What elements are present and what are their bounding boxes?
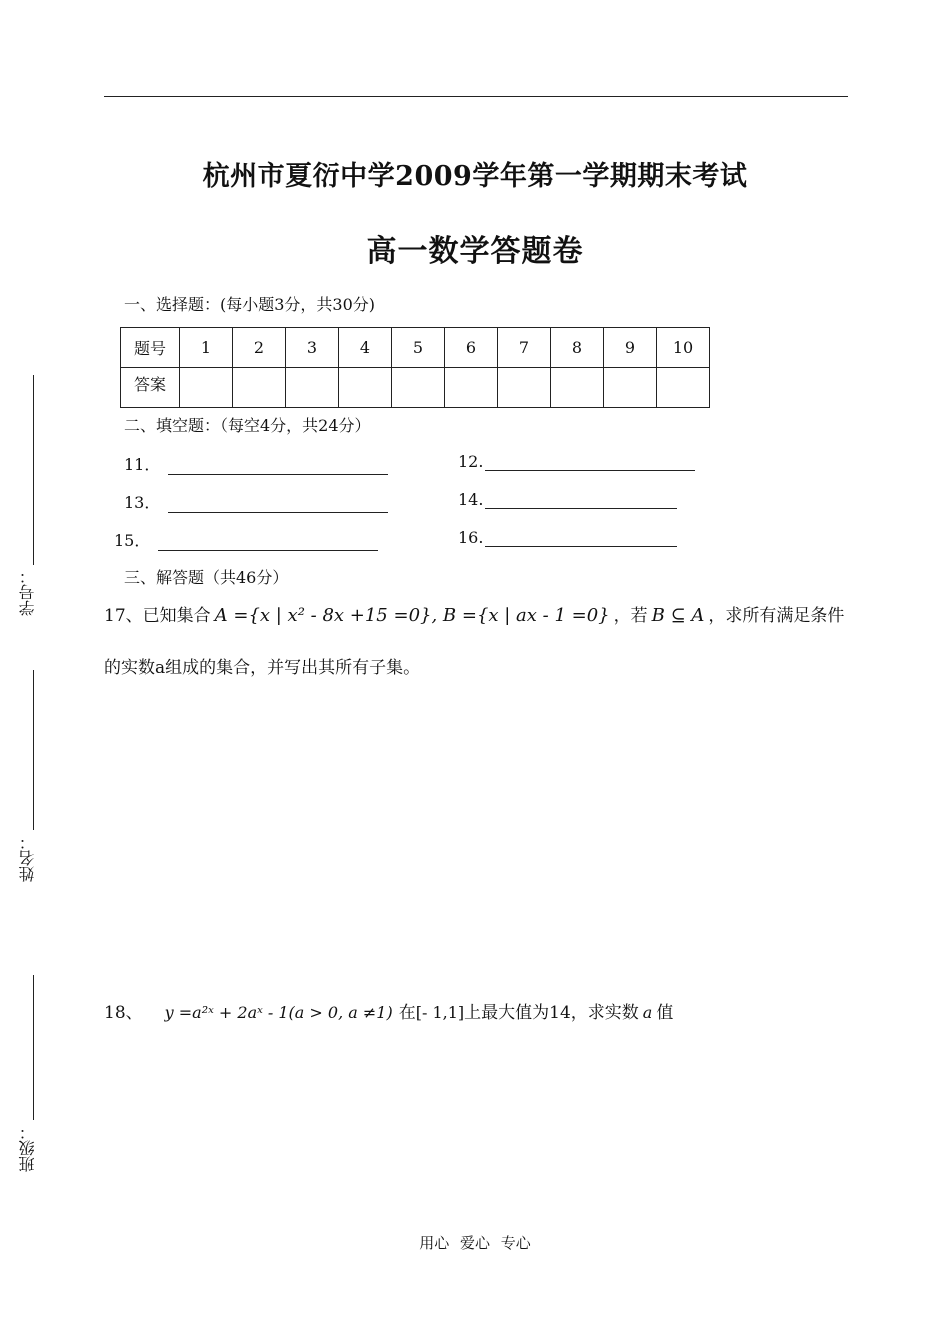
blank-number: 16.: [458, 528, 484, 547]
answer-cell[interactable]: [339, 368, 392, 408]
blank-number: 11．: [124, 455, 161, 474]
name-label: 姓名：: [18, 834, 37, 882]
q17-set-definition: A ={x | x² - 8x +15 =0}, B ={x | ax - 1 =0}: [214, 605, 610, 626]
blank-11: [124, 452, 388, 475]
blank-number: 12.: [458, 452, 484, 471]
answer-cell[interactable]: [233, 368, 286, 408]
row-header-answer: 答案: [121, 368, 180, 408]
class-label: 班级：: [18, 1124, 37, 1172]
q18-variable: a: [642, 1003, 653, 1022]
exam-title: 杭州市夏衍中学2009学年第一学期期末考试: [202, 161, 748, 192]
answer-cell[interactable]: [551, 368, 604, 408]
answer-cell[interactable]: [392, 368, 445, 408]
top-rule: [104, 96, 848, 97]
q18-interval: [- 1,1]: [415, 1003, 465, 1022]
q17-suffix: ，求所有满足条件: [708, 606, 845, 626]
page-footer: 用心 爱心 专心: [419, 1234, 531, 1252]
blank-number: 14.: [458, 490, 484, 509]
answer-blank-line[interactable]: [168, 494, 388, 513]
q18-text: 上最大值为14，求实数: [464, 1003, 639, 1023]
table-row-answers: [121, 368, 710, 408]
q17-prefix: 17、已知集合: [104, 606, 211, 626]
blank-number: 15．: [114, 531, 151, 550]
student-no-line[interactable]: [33, 375, 34, 565]
blank-12: [458, 452, 695, 471]
row-header-number: 题号: [121, 328, 180, 368]
question-number-cell: 5: [392, 328, 445, 368]
answer-blank-line[interactable]: [485, 452, 695, 471]
q18-end: 值: [656, 1003, 674, 1023]
answer-blank-line[interactable]: [485, 490, 677, 509]
table-row-numbers: [121, 328, 710, 368]
question-number-cell: 8: [551, 328, 604, 368]
question-17: [104, 602, 854, 631]
blank-13: [124, 490, 388, 513]
q18-number: 18、: [104, 1003, 143, 1023]
answer-table: [120, 327, 710, 408]
question-number-cell: 9: [604, 328, 657, 368]
answer-blank-line[interactable]: [158, 532, 378, 551]
answer-cell[interactable]: [604, 368, 657, 408]
answer-blank-line[interactable]: [168, 456, 388, 475]
question-18: [104, 1000, 673, 1027]
section2-label: 二、填空题：（每空4分，共24分）: [124, 416, 371, 435]
q18-in: 在: [398, 1003, 416, 1023]
blank-14: [458, 490, 677, 509]
exam-subtitle: 高一数学答题卷: [366, 234, 584, 269]
answer-cell[interactable]: [180, 368, 233, 408]
name-line[interactable]: [33, 670, 34, 830]
answer-cell[interactable]: [657, 368, 710, 408]
question-number-cell: 4: [339, 328, 392, 368]
q17-mid: ，若: [613, 606, 648, 626]
section1-label: 一、选择题：(每小题3分，共30分): [124, 295, 376, 314]
question-number-cell: 1: [180, 328, 233, 368]
q18-function: y =a²ˣ + 2aˣ - 1(a > 0, a ≠1): [164, 1003, 393, 1022]
class-line[interactable]: [33, 975, 34, 1120]
answer-cell[interactable]: [445, 368, 498, 408]
answer-cell[interactable]: [286, 368, 339, 408]
question-number-cell: 3: [286, 328, 339, 368]
student-no-label: 学号：: [18, 568, 37, 616]
question-number-cell: 2: [233, 328, 286, 368]
q17-condition: B ⊆ A: [651, 605, 705, 626]
question-number-cell: 10: [657, 328, 710, 368]
blank-15: [114, 528, 378, 551]
answer-blank-line[interactable]: [485, 528, 677, 547]
question-number-cell: 7: [498, 328, 551, 368]
answer-cell[interactable]: [498, 368, 551, 408]
blank-16: [458, 528, 677, 547]
section3-label: 三、解答题（共46分）: [124, 568, 289, 587]
question-17-line2: 的实数a组成的集合，并写出其所有子集。: [104, 658, 421, 678]
question-number-cell: 6: [445, 328, 498, 368]
blank-number: 13．: [124, 493, 161, 512]
